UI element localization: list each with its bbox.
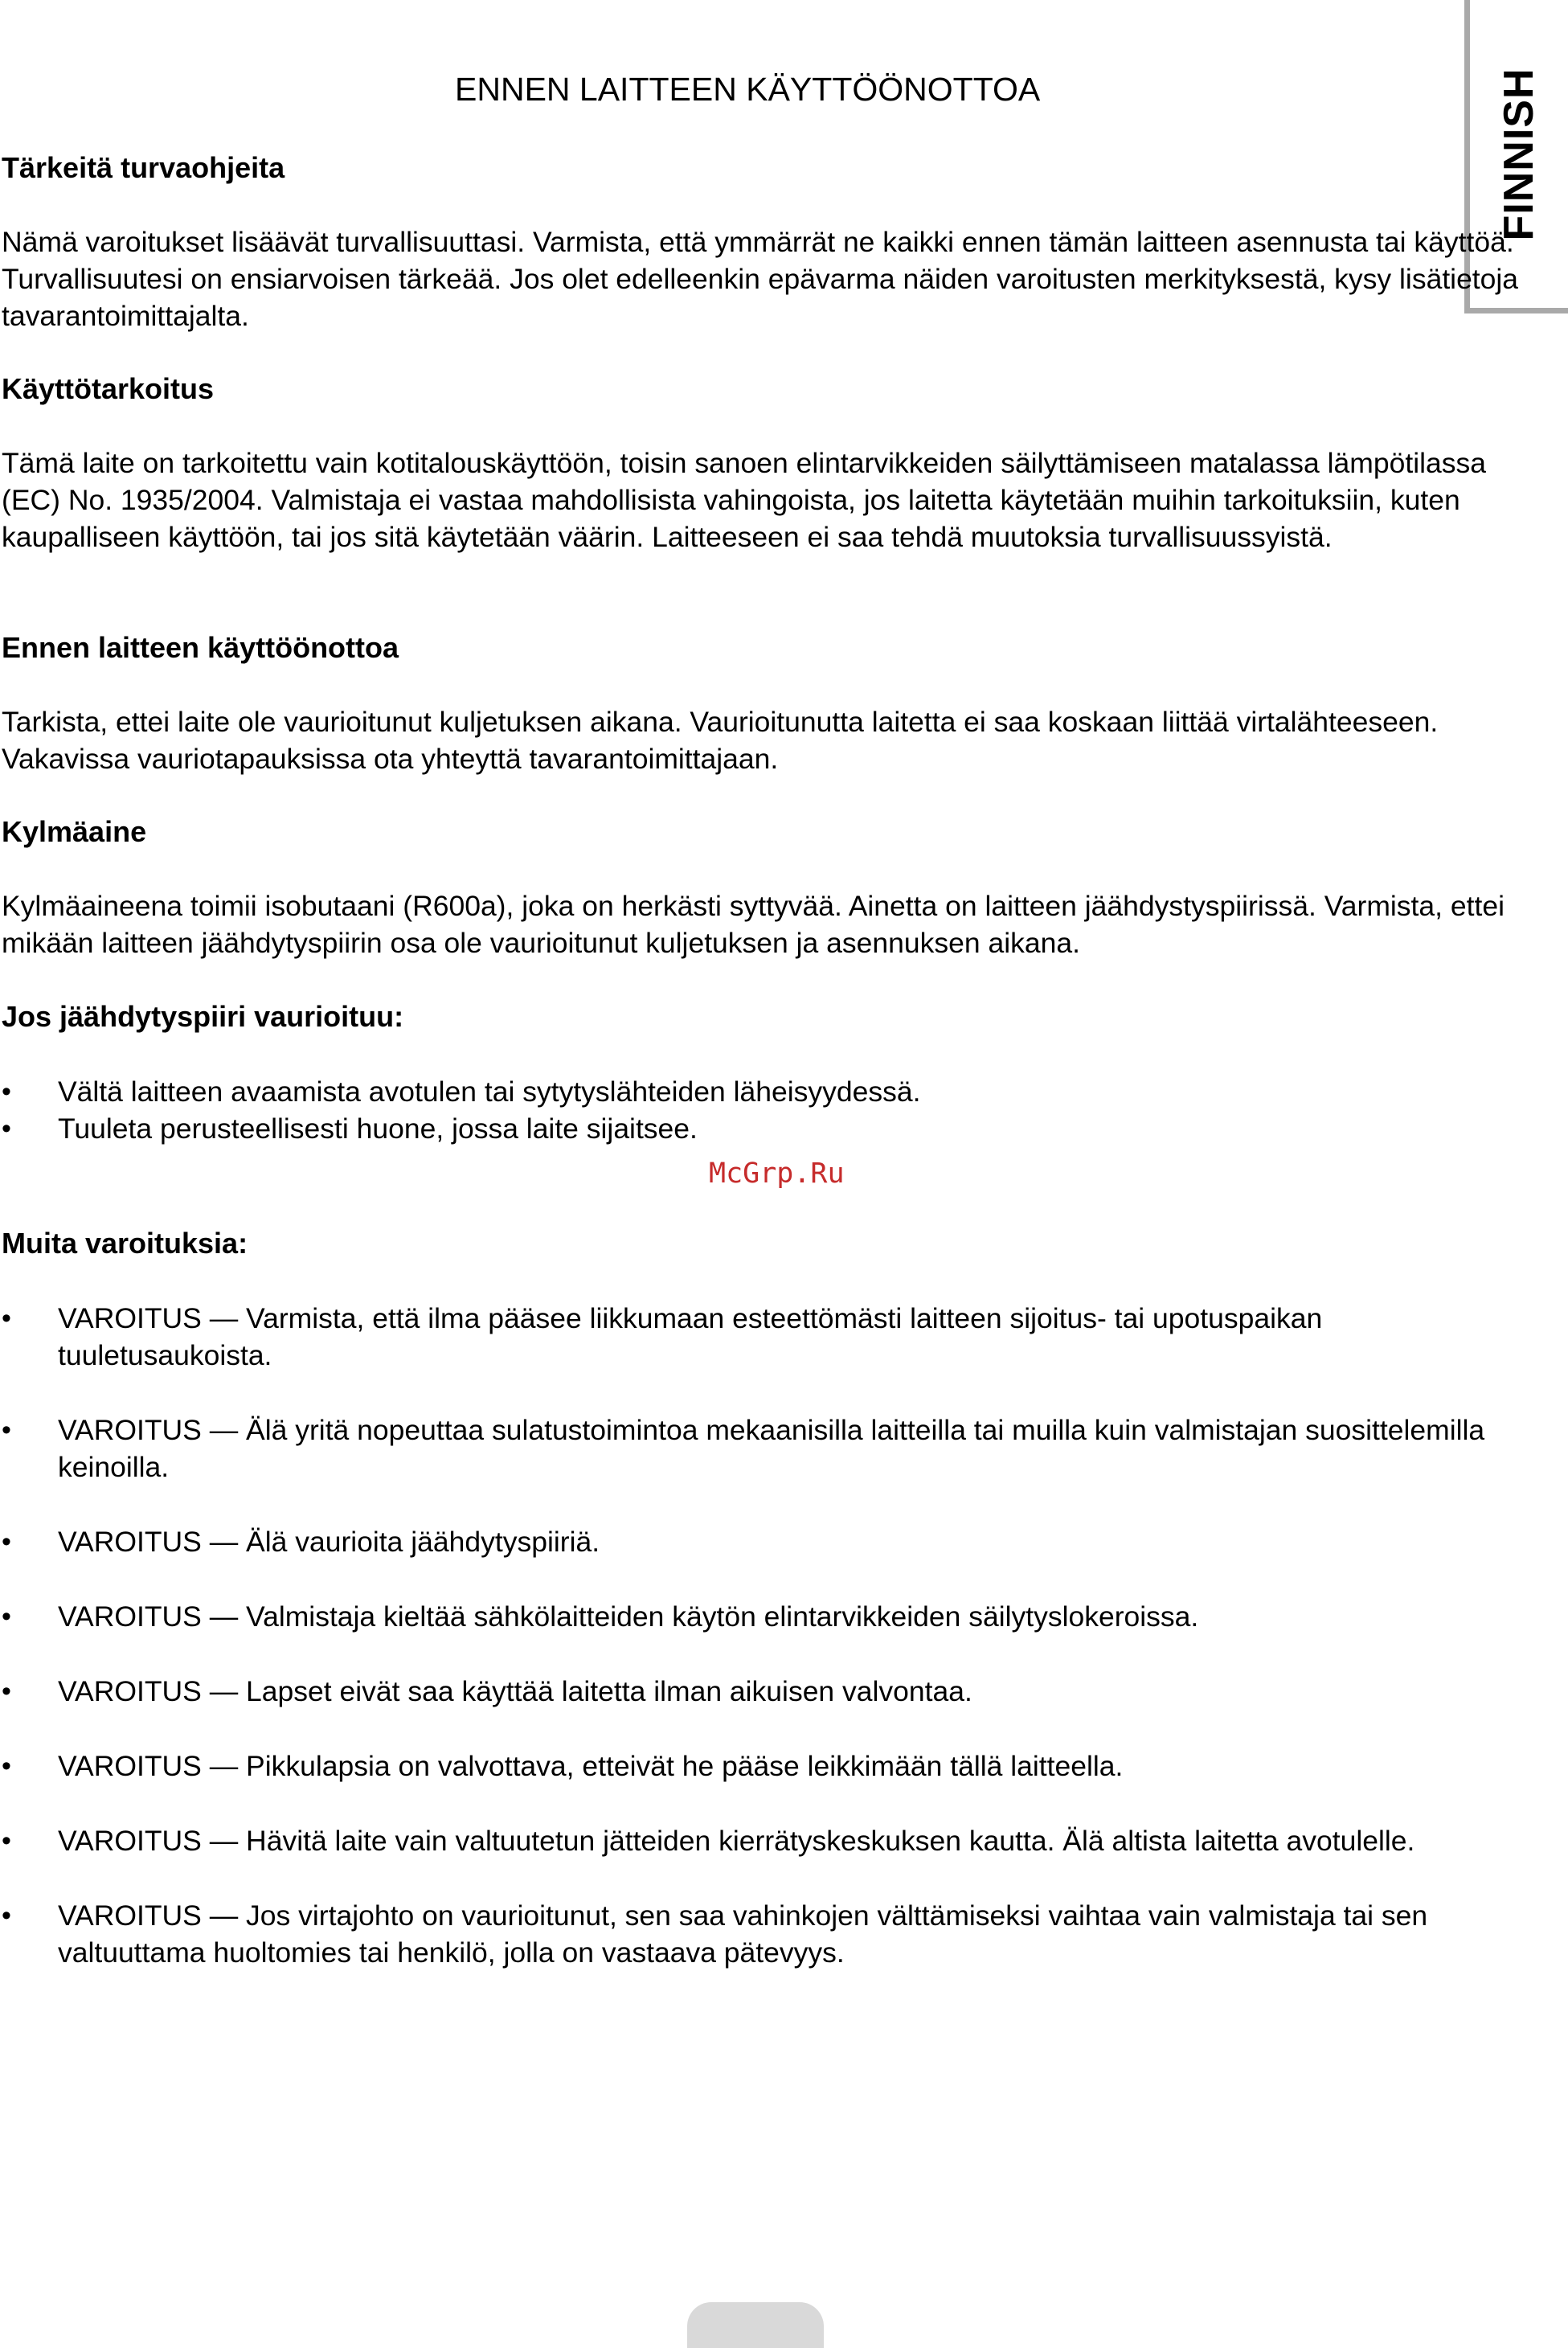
list-item-text: VAROITUS — Älä vaurioita jäähdytyspiiriä. xyxy=(58,1526,600,1558)
list-item-text: Vältä laitteen avaamista avotulen tai sytytyslähteiden läheisyydessä. xyxy=(58,1076,921,1108)
list-other-warnings xyxy=(2,1300,1541,2009)
bullet-icon: • xyxy=(2,1900,11,1931)
paragraph-safety: Nämä varoitukset lisäävät turvallisuuttasi. Varmista, että ymmärrät ne kaikki ennen tämän laitteen asennusta tai käyttöä. Turvallisuutesi on ensiarvoisen tärkeää. Jos olet edelleenkin epävarma näiden varoitusten merkityksestä, kysy lisätietoja tavarantoimittajalta. xyxy=(2,226,1519,332)
bullet-icon: • xyxy=(2,1303,11,1334)
list-if-damaged xyxy=(2,1073,1541,1147)
list-item-text: VAROITUS — Valmistaja kieltää sähkölaitteiden käytön elintarvikkeiden säilytyslokeroissa. xyxy=(58,1600,1199,1633)
heading-purpose: Käyttötarkoitus xyxy=(2,372,215,405)
heading-before-use: Ennen laitteen käyttöönottoa xyxy=(2,631,399,664)
list-item xyxy=(2,1523,1541,1560)
list-item-text: VAROITUS — Varmista, että ilma pääsee liikkumaan esteettömästi laitteen sijoitus- tai upotuspaikan tuuletusaukoista. xyxy=(58,1302,1323,1371)
bullet-icon: • xyxy=(2,1415,11,1445)
list-item xyxy=(2,1897,1541,1971)
paragraph-purpose: Tämä laite on tarkoitettu vain kotitalouskäyttöön, toisin sanoen elintarvikkeiden säilyttämiseen matalassa lämpötilassa (EC) No. 1935/2004. Valmistaja ei vastaa mahdollisista vahingoista, jos laitetta käytetään muihin tarkoituksiin, kuten kaupalliseen käyttöön, tai jos sitä käytetään väärin. Laitteeseen ei saa tehdä muutoksia turvallisuussyistä. xyxy=(2,447,1486,553)
list-item xyxy=(2,1822,1541,1859)
bullet-icon: • xyxy=(2,1676,11,1707)
heading-safety: Tärkeitä turvaohjeita xyxy=(2,151,285,184)
list-item xyxy=(2,1673,1541,1710)
list-item-text: VAROITUS — Lapset eivät saa käyttää laitetta ilman aikuisen valvontaa. xyxy=(58,1675,972,1707)
list-item xyxy=(2,1110,1541,1147)
bullet-icon: • xyxy=(2,1826,11,1856)
heading-refrigerant: Kylmäaine xyxy=(2,815,147,848)
paragraph-before-use: Tarkista, ettei laite ole vaurioitunut kuljetuksen aikana. Vaurioitunutta laitetta ei saa koskaan liittää virtalähteeseen. Vakavissa vauriotapauksissa ota yhteyttä tavarantoimittajaan. xyxy=(2,706,1439,775)
page-number-tab xyxy=(687,2302,824,2348)
list-item-text: VAROITUS — Pikkulapsia on valvottava, etteivät he pääse leikkimään tällä laitteella. xyxy=(58,1750,1124,1782)
list-item-text: VAROITUS — Älä yritä nopeuttaa sulatustoimintoa mekaanisilla laitteilla tai muilla kuin valmistajan suosittelemilla keinoilla. xyxy=(58,1414,1485,1483)
bullet-icon: • xyxy=(2,1113,11,1144)
heading-other-warnings: Muita varoituksia: xyxy=(2,1227,248,1260)
list-item xyxy=(2,1073,1541,1110)
list-item xyxy=(2,1748,1541,1785)
list-item-text: VAROITUS — Jos virtajohto on vaurioitunut, sen saa vahinkojen välttämiseksi vaihtaa vain valmistaja tai sen valtuuttama huoltomies tai henkilö, jolla on vastaava pätevyys. xyxy=(58,1899,1428,1969)
watermark-text: McGrp.Ru xyxy=(709,1158,845,1190)
bullet-icon: • xyxy=(2,1601,11,1632)
bullet-icon: • xyxy=(2,1751,11,1781)
bullet-icon: • xyxy=(2,1526,11,1557)
list-item xyxy=(2,1300,1541,1374)
list-item xyxy=(2,1598,1541,1635)
heading-if-damaged: Jos jäähdytyspiiri vaurioituu: xyxy=(2,1000,404,1033)
language-tab-label: FINNISH xyxy=(1496,68,1542,240)
list-item-text: Tuuleta perusteellisesti huone, jossa laite sijaitsee. xyxy=(58,1113,698,1145)
list-item xyxy=(2,1412,1541,1485)
page-title: ENNEN LAITTEEN KÄYTTÖÖNOTTOA xyxy=(455,71,1041,108)
bullet-icon: • xyxy=(2,1076,11,1107)
paragraph-refrigerant: Kylmäaineena toimii isobutaani (R600a), joka on herkästi syttyvää. Ainetta on laitteen jäähdystyspiirissä. Varmista, ettei mikään laitteen jäähdytyspiirin osa ole vaurioitunut kuljetuksen ja asennuksen aikana. xyxy=(2,890,1505,959)
list-item-text: VAROITUS — Hävitä laite vain valtuutetun jätteiden kierrätyskeskuksen kautta. Älä altista laitetta avotulelle. xyxy=(58,1825,1415,1857)
